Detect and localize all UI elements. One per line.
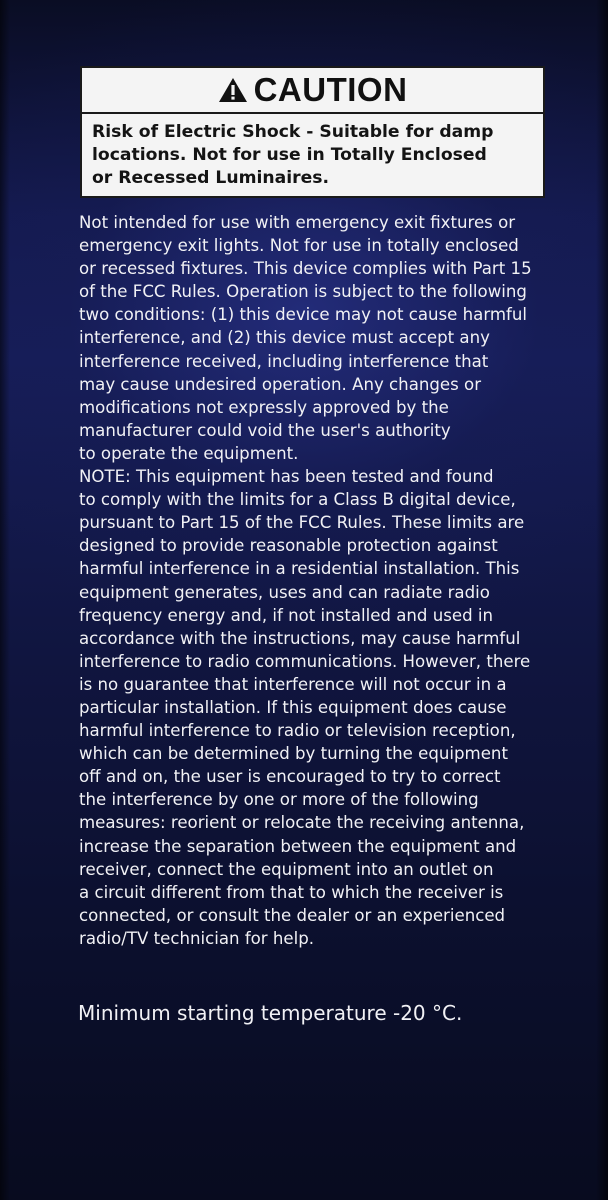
- body-text-line: two conditions: (1) this device may not cause harmful: [79, 305, 528, 325]
- body-text-line: emergency exit lights. Not for use in totally enclosed: [79, 236, 519, 256]
- caution-line: Risk of Electric Shock - Suitable for damp: [92, 122, 494, 142]
- body-text-line: connected, or consult the dealer or an experienced: [79, 905, 506, 925]
- caution-title: CAUTION: [253, 71, 408, 108]
- panel-right-shadow: [596, 0, 608, 1200]
- caution-warning-text: [82, 114, 543, 190]
- body-text-line: harmful interference in a residential installation. This: [79, 559, 520, 579]
- body-text-line: the interference by one or more of the following: [79, 790, 479, 810]
- body-text-line: harmful interference to radio or television reception,: [79, 721, 516, 741]
- body-text-line: interference received, including interference that: [79, 351, 489, 371]
- body-text-line: frequency energy and, if not installed and used in: [79, 605, 494, 625]
- body-text-line: to comply with the limits for a Class B digital device,: [79, 490, 516, 510]
- body-text-line: interference, and (2) this device must accept any: [79, 328, 490, 348]
- panel-left-shadow: [0, 0, 10, 1200]
- body-text-line: pursuant to Part 15 of the FCC Rules. These limits are: [79, 513, 525, 533]
- body-text-line: particular installation. If this equipment does cause: [79, 697, 507, 717]
- fcc-compliance-text: [79, 211, 549, 950]
- body-text-line: receiver, connect the equipment into an outlet on: [79, 859, 494, 879]
- body-text-line: may cause undesired operation. Any changes or: [79, 374, 482, 394]
- body-text-line: equipment generates, uses and can radiate radio: [79, 582, 490, 602]
- body-text-line: to operate the equipment.: [79, 443, 299, 463]
- body-text-line: designed to provide reasonable protection against: [79, 536, 498, 556]
- caution-label: [80, 66, 545, 198]
- body-text-line: interference to radio communications. However, there: [79, 651, 531, 671]
- body-text-line: is no guarantee that interference will not occur in a: [79, 674, 507, 694]
- body-text-line: measures: reorient or relocate the receiving antenna,: [79, 813, 525, 833]
- body-text-line: radio/TV technician for help.: [79, 928, 315, 948]
- body-text-line: NOTE: This equipment has been tested and found: [79, 467, 494, 487]
- body-text-line: modifications not expressly approved by the: [79, 397, 449, 417]
- warning-triangle-icon: [218, 77, 248, 103]
- body-text-line: of the FCC Rules. Operation is subject to the following: [79, 282, 527, 302]
- body-text-line: accordance with the instructions, may cause harmful: [79, 628, 521, 648]
- body-text-line: which can be determined by turning the equipment: [79, 744, 508, 764]
- caution-header: [82, 68, 543, 114]
- body-text-line: manufacturer could void the user's authority: [79, 420, 451, 440]
- body-text-line: or recessed fixtures. This device complies with Part 15: [79, 259, 532, 279]
- body-text-line: Not intended for use with emergency exit fixtures or: [79, 213, 516, 232]
- body-text-line: a circuit different from that to which the receiver is: [79, 882, 504, 902]
- body-text-line: off and on, the user is encouraged to try to correct: [79, 767, 501, 787]
- body-text-line: increase the separation between the equipment and: [79, 836, 517, 856]
- minimum-temperature-note: Minimum starting temperature -20 °C.: [78, 1001, 463, 1025]
- caution-line: locations. Not for use in Totally Enclosed: [92, 145, 487, 165]
- caution-line: or Recessed Luminaires.: [92, 168, 330, 188]
